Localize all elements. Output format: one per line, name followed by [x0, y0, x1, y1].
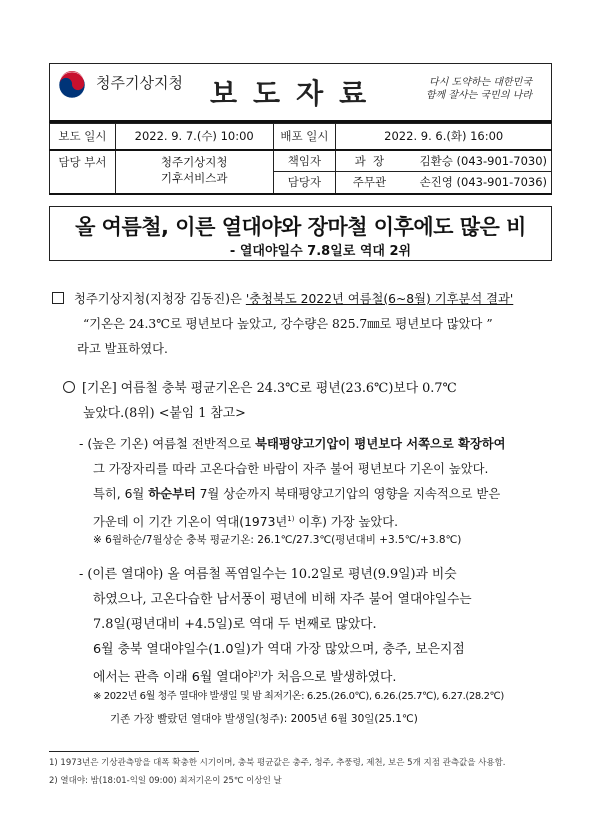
staff-contact: [336, 172, 552, 194]
high-temp-text-1a: - (높은 기온) 여름철 전반적으로: [79, 437, 256, 451]
high-temp-line-2: 그 가장자리를 따라 고온다습한 바람이 자주 불어 평년보다 기온이 높았다.: [93, 462, 489, 476]
circle-bullet-icon: [63, 381, 75, 393]
tropical-night-line-4: 6월 충북 열대야일수(1.0일)가 역대 가장 많았으며, 충주, 보은지점: [93, 642, 465, 657]
headline-subtitle-text: - 열대야일수 7.8일로 역대 2위: [229, 244, 412, 259]
intro-line-2: “기온은 24.3℃로 평년보다 높았고, 강수량은 825.7㎜로 평년보다 많았다 ”: [83, 317, 493, 331]
tropical-night-line-2: 하였으나, 고온다습한 남서풍이 평년에 비해 자주 불어 열대야일수는: [93, 592, 472, 607]
high-temp-text-1b: 북태평양고기압이 평년보다 서쪽으로 확장하여: [255, 437, 506, 451]
footnote-ref-2: 2): [253, 670, 261, 678]
staff-name-phone: 손진영 (043-901-7036): [419, 175, 547, 190]
release-title: 보도자료: [210, 77, 383, 110]
info-table: [49, 123, 552, 195]
footnote-ref-1: 1): [287, 515, 295, 523]
department-value: [115, 150, 273, 194]
intro-report-title: '충청북도 2022년 여름철(6~8월) 기후분석 결과': [245, 292, 514, 306]
high-temp-note: ※ 6월하순/7월상순 충북 평균기온: 26.1℃/27.3℃(평년대비 +3.5℃/+3.8℃): [93, 534, 462, 546]
tropical-night-line-3: 7.8일(평년대비 +4.5일)로 역대 두 번째로 많았다.: [93, 617, 377, 632]
intro-line-3: 라고 발표하였다.: [77, 342, 168, 356]
department-line-2: 기후서비스과: [160, 170, 228, 185]
distribution-date-value: 2022. 9. 6.(화) 16:00: [336, 124, 552, 150]
high-temp-text-4b: 이후) 가장 높았다.: [294, 515, 399, 529]
staff-role-label: 담당자: [273, 172, 336, 194]
high-temp-text-3b: 하순부터: [148, 487, 196, 501]
high-temp-line-1: [79, 432, 506, 457]
org-name: 청주기상지청: [96, 74, 183, 92]
manager-name-phone: 김환승 (043-901-7030): [419, 153, 547, 168]
headline-subtitle: [49, 240, 552, 259]
report-date-label: 보도 일시: [50, 124, 116, 150]
high-temp-line-4: [93, 507, 398, 535]
tropical-night-line-1: - (이른 열대야) 올 여름철 폭염일수는 10.2일로 평년(9.9일)과 비슷: [79, 567, 457, 582]
taegeuk-logo-icon: [58, 71, 86, 99]
staff-title: 주무관: [352, 175, 387, 190]
tropical-night-line-5: [93, 662, 396, 690]
tropical-night-note-1: ※ 2022년 6월 청주 열대야 발생일 및 밤 최저기온: 6.25.(26.0℃), 6.26.(25.7℃), 6.27.(28.2℃): [93, 691, 504, 702]
department-line-1: 청주기상지청: [160, 154, 228, 169]
slogan: [404, 76, 532, 102]
department-label: 담당 부서: [50, 150, 116, 194]
high-temp-text-4a: 가운데 이 기간 기온이 역대(1973년: [93, 515, 288, 529]
tropical-night-note-2: 기존 가장 빨랐던 열대야 발생일(청주): 2005년 6월 30일(25.1℃): [110, 713, 418, 725]
intro-line-1: [52, 287, 513, 312]
headline-title: 올 여름철, 이른 열대야와 장마철 이후에도 많은 비: [75, 215, 526, 239]
manager-title: 과 장: [354, 153, 385, 168]
high-temp-text-3a: 특히, 6월: [93, 487, 149, 501]
footnote-2: 2) 열대야: 밤(18:01-익일 09:00) 최저기온이 25℃ 이상인 날: [49, 776, 282, 786]
high-temp-line-3: [93, 482, 500, 507]
slogan-line-1: 다시 도약하는 대한민국: [429, 77, 532, 88]
temperature-line-2: 높았다.(8위) <붙임 1 참고>: [83, 406, 246, 421]
high-temp-text-3c: 7월 상순까지 북태평양고기압의 영향을 지속적으로 받은: [195, 487, 501, 501]
footnote-1: 1) 1973년은 기상관측망을 대폭 확충한 시기이며, 충북 평균값은 충주, 청주, 추풍령, 제천, 보은 5개 지점 관측값을 사용함.: [49, 758, 506, 768]
manager-role-label: 책임자: [273, 150, 336, 172]
tropical-night-text-5b: 가 처음으로 발생하였다.: [260, 670, 397, 685]
intro-prefix: 청주기상지청(지청장 김동진)은: [74, 292, 246, 306]
distribution-date-label: 배포 일시: [273, 124, 336, 150]
manager-contact: [336, 150, 552, 172]
footnote-divider: [49, 751, 199, 752]
temperature-text-1: [기온] 여름철 충북 평균기온은 24.3℃로 평년(23.6℃)보다 0.7℃: [82, 381, 457, 396]
slogan-line-2: 함께 잘사는 국민의 나라: [425, 90, 532, 101]
square-bullet-icon: [52, 292, 64, 304]
tropical-night-text-5a: 에서는 관측 이래 6월 열대야: [93, 670, 254, 685]
report-date-value: 2022. 9. 7.(수) 10:00: [115, 124, 273, 150]
temperature-line-1: [63, 376, 457, 401]
